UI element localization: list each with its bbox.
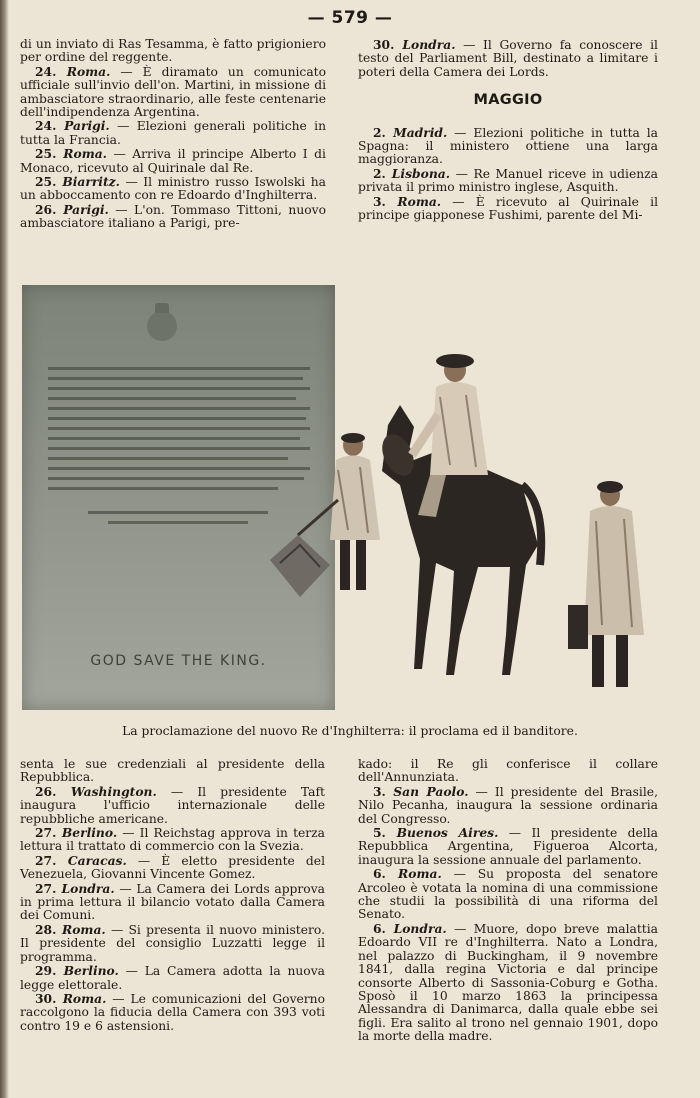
entry-date: 27. — [35, 852, 68, 868]
entry-text: — Il Reichstag approva in terza lettura il trattato di commercio con la Svezia. — [20, 826, 325, 854]
entry-place: Roma. — [397, 193, 442, 209]
entry-place: Caracas. — [67, 852, 127, 868]
may-entries-leadin — [358, 38, 658, 79]
entry-date: 30. — [35, 990, 63, 1006]
entry-place: San Paolo. — [393, 783, 469, 799]
entry-place: Washington. — [70, 783, 157, 799]
chronology-entry — [20, 826, 325, 854]
entry-text: kado: il Re gli conferisce il collare dell'Annunziata. — [358, 757, 658, 785]
chronology-entry — [358, 922, 658, 1044]
entry-place: Berlino. — [63, 963, 119, 979]
entry-text: — È ricevuto al Quirinale il principe giapponese Fushimi, parente del Mi- — [358, 194, 659, 223]
proclamation-caption: GOD SAVE THE KING. — [90, 653, 267, 669]
page-number: — 579 — — [307, 8, 393, 28]
chronology-entry — [20, 65, 326, 120]
chronology-entry — [20, 964, 325, 992]
entry-text: — È diramato un comunicato ufficiale sull'invio dell'on. Martini, in missione di ambasciatore straordinario, alle feste centenarie dell'indipendenza Argentina. — [20, 64, 326, 120]
entry-place: Parigi. — [63, 201, 109, 217]
photo-caption: La proclamazione del nuovo Re d'Inghilterra: il proclama ed il banditore. — [122, 724, 578, 738]
chronology-entry — [20, 203, 326, 231]
entry-date: 27. — [35, 880, 62, 896]
entry-place: Parigi. — [64, 118, 110, 134]
entry-text: — Elezioni politiche in tutta la Spagna: il ministero ottiene una larga maggioranza. — [358, 125, 658, 167]
book-spine-shadow — [0, 0, 9, 1098]
chronology-entry — [20, 882, 325, 923]
entry-place: Londra. — [402, 37, 456, 52]
entry-text: — Il presidente Taft inaugura l'ufficio internazionale delle repubbliche americane. — [20, 784, 325, 826]
entry-text: — È eletto presidente del Venezuela, Giovanni Vincente Gomez. — [20, 853, 325, 882]
entry-date: 26. — [35, 201, 64, 217]
column-left-top — [20, 38, 326, 231]
continued-text — [20, 38, 326, 65]
entry-place: Roma. — [62, 921, 106, 937]
entry-date: 26. — [35, 783, 71, 799]
entry-place: Roma. — [62, 990, 107, 1006]
entry-date: 25. — [35, 146, 64, 162]
attendant-left-figure — [270, 433, 380, 597]
entry-date: 3. — [373, 783, 394, 799]
entry-date: 5. — [373, 825, 397, 841]
chronology-entry — [20, 992, 325, 1033]
entry-text: — La Camera adotta la nuova legge elettorale. — [20, 964, 325, 992]
chronology-entry — [358, 785, 658, 826]
entry-text: — Re Manuel riceve in udienza privata il primo ministro inglese, Asquith. — [358, 166, 658, 195]
chronology-entry — [20, 854, 325, 882]
entry-text: — Il Governo fa conoscere il testo del Parliament Bill, destinato a limitare i poteri della Camera dei Lords. — [358, 38, 658, 79]
entry-text: — L'on. Tommaso Tittoni, nuovo ambasciatore italiano a Parigi, pre- — [20, 202, 326, 231]
entry-place: Biarritz. — [62, 174, 120, 190]
entry-text: — Le comunicazioni del Governo raccolgono la fiducia della Camera con 393 voti contro 19 e 6 astensioni. — [20, 991, 325, 1033]
entry-date: 6. — [373, 920, 394, 936]
continued-text — [20, 758, 325, 785]
entry-text: — Muore, dopo breve malattia Edoardo VII re d'Inghilterra. Nato a Londra, nel palazzo di Buckingham, il 9 novembre 1841, dalla regina Victoria e dal principe consorte Alberto di Sassonia-Coburg e Gotha. Sposò il 10 marzo 1863 la principessa Alessandra di Danimarca, dalla quale ebbe sei figli. Era salito al trono nel gennaio 1901, dopo la morte della madre. — [358, 921, 658, 1044]
entry-date: 2. — [373, 124, 394, 140]
entry-text: — Si presenta il nuovo ministero. Il presidente del consiglio Luzzatti legge il programma. — [20, 922, 325, 964]
entry-text: — Su proposta del senatore Arcoleo è votata la nomina di una commissione che studii la possibilità di una riforma del Senato. — [358, 867, 658, 922]
entry-date: 30. — [373, 37, 403, 52]
entry-date: 24. — [35, 118, 65, 134]
entry-date: 2. — [373, 165, 392, 181]
chronology-entry — [20, 175, 326, 203]
entry-place: Buenos Aires. — [396, 825, 499, 841]
entry-date: 29. — [35, 963, 64, 979]
chronology-entry — [358, 38, 658, 79]
entry-place: Roma. — [398, 866, 442, 882]
entry-place: Londra. — [61, 880, 115, 896]
entry-place: Berlino. — [61, 825, 118, 841]
may-entries — [358, 126, 658, 223]
chronology-entry — [358, 167, 658, 195]
column-left-bottom — [20, 758, 325, 1033]
entry-place: Lisbona. — [391, 165, 451, 181]
entry-text: senta le sue credenziali al presidente della Repubblica. — [20, 757, 325, 785]
entry-date: 24. — [35, 63, 67, 79]
entry-text: — Il presidente del Brasile, Nilo Pecanha, inaugura la sessione ordinaria del Congresso. — [358, 784, 658, 826]
attendant-right-figure — [568, 481, 644, 687]
entry-text: — Il ministro russo Iswolski ha un abboccamento con re Edoardo d'Inghilterra. — [20, 175, 326, 203]
continued-text — [358, 758, 658, 785]
chronology-entry — [358, 867, 658, 922]
section-heading-maggio: MAGGIO — [473, 92, 543, 109]
chronology-entry — [20, 923, 325, 964]
entry-place: Roma. — [63, 146, 107, 162]
column-right-bottom — [358, 758, 658, 1044]
entry-date: 3. — [373, 193, 398, 209]
entry-text: — Il presidente della Repubblica Argentina, Figueroa Alcorta, inaugura la sessione annuale del parlamento. — [358, 826, 658, 867]
entry-text: — Elezioni generali politiche in tutta la Francia. — [20, 119, 326, 147]
entry-place: Londra. — [393, 920, 447, 936]
chronology-entry — [20, 119, 326, 147]
royal-crest-icon — [147, 311, 177, 341]
chronology-entry — [358, 126, 658, 167]
chronology-entry — [20, 785, 325, 826]
entry-text: — La Camera dei Lords approva in prima lettura il bilancio votato dalla Camera dei Comuni. — [20, 881, 325, 923]
entry-date: 28. — [35, 921, 63, 937]
entry-text: di un inviato di Ras Tesamma, è fatto prigioniero per ordine del reggente. — [20, 37, 326, 65]
chronology-entry — [358, 826, 658, 867]
chronology-entry — [358, 195, 658, 223]
chronology-entry — [20, 147, 326, 175]
entry-date: 25. — [35, 174, 63, 190]
photo-plate — [20, 280, 666, 712]
entry-date: 6. — [373, 866, 399, 882]
entry-place: Madrid. — [393, 124, 448, 140]
column-right-top — [358, 38, 658, 222]
entry-date: 27. — [35, 825, 62, 841]
herald-on-horse-image — [240, 335, 666, 705]
entry-text: — Arriva il principe Alberto I di Monaco, ricevuto al Quirinale dal Re. — [20, 147, 326, 175]
entry-place: Roma. — [66, 63, 111, 79]
